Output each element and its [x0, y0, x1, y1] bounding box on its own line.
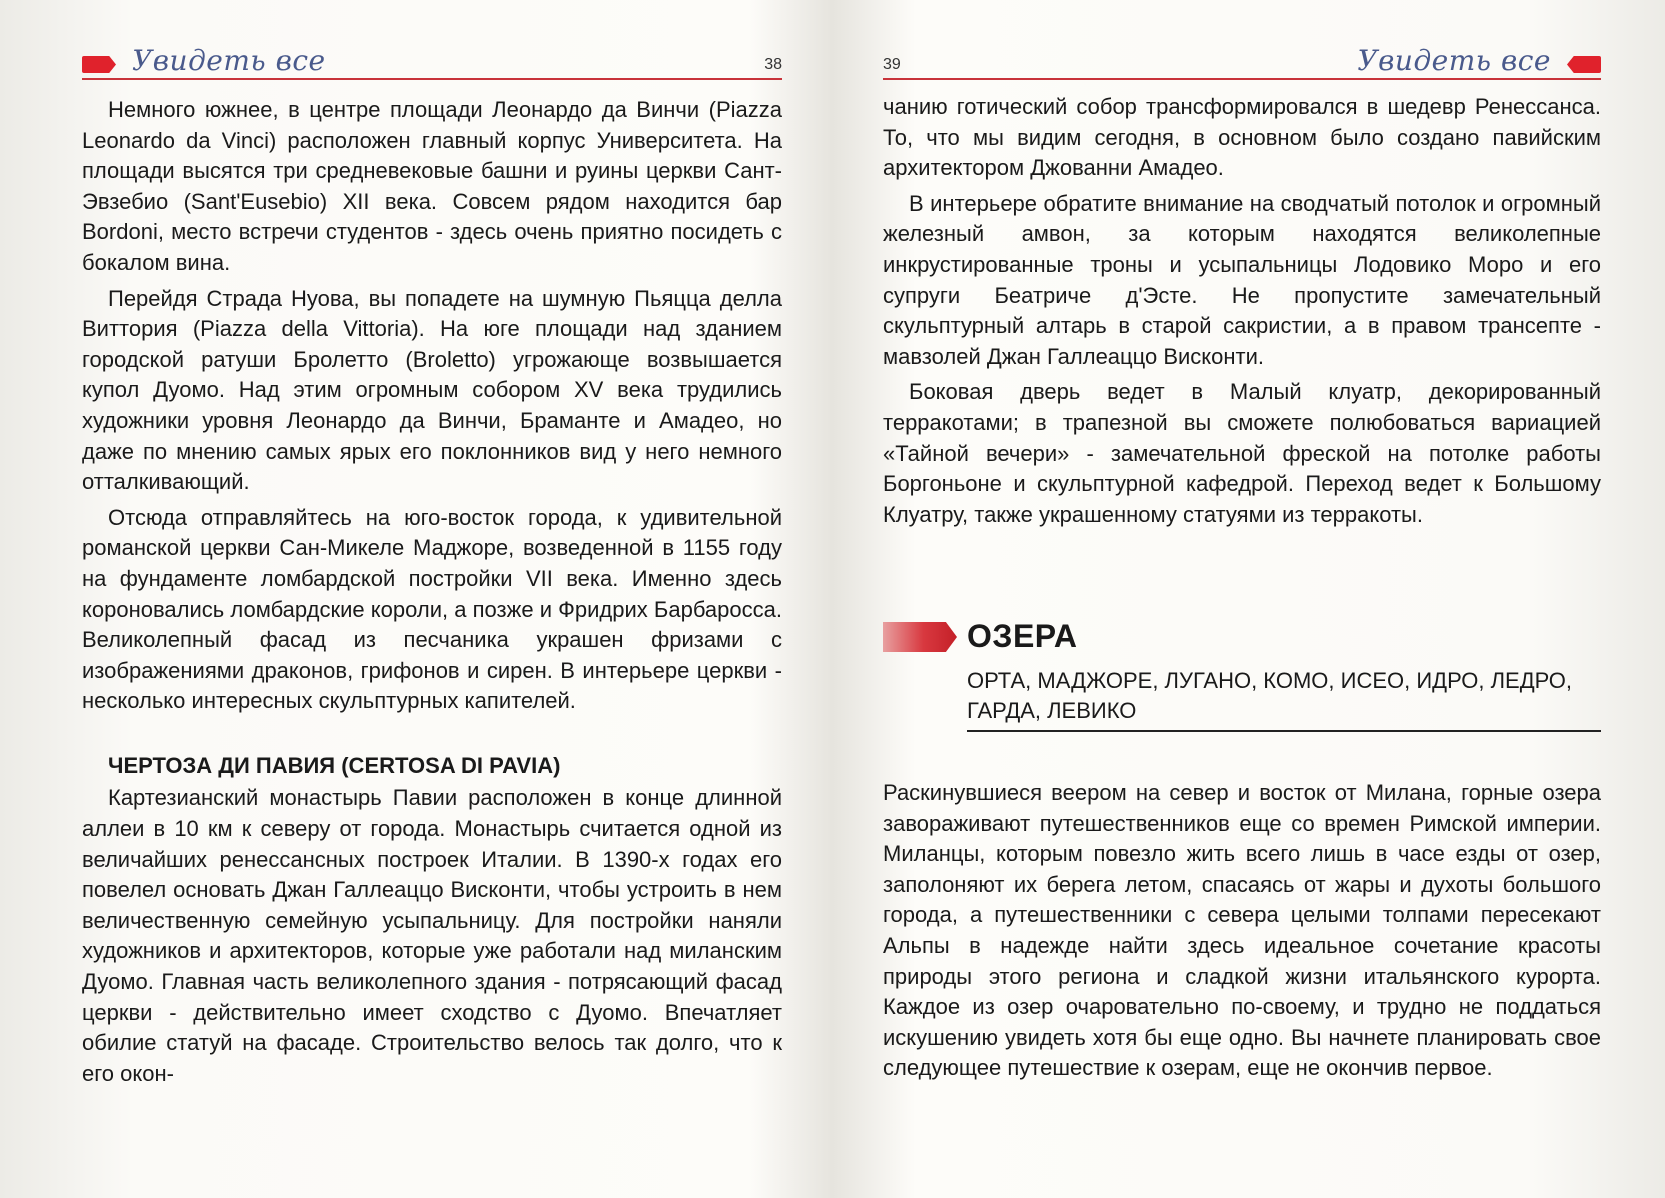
paragraph: Перейдя Страда Нуова, вы попадете на шумную Пьяцца делла Виттория (Piazza della Vittoria). На юге площади над зданием городской ратуши Бролетто (Broletto) угрожающе возвышается купол Дуомо. Над этим огромным собором XV века трудились художники уровня Леонардо да Винчи, Браманте и Амадео, но даже по мнению самых ярых его поклонников вид у него немного отталкивающий. — [82, 285, 782, 495]
lakes-list: ОРТА, МАДЖОРЕ, ЛУГАНО, КОМО, ИСЕО, ИДРО, ЛЕДРО, ГАРДА, ЛЕВИКО — [967, 668, 1573, 723]
page-number: 38 — [764, 56, 782, 73]
paragraph: Немного южнее, в центре площади Леонардо да Винчи (Piazza Leonardo da Vinci) расположен главный корпус Университета. На площади высятся три средневековые башни и руины церкви Сант-Эвзебио (Sant'Eusebio) XII века. Совсем рядом находится бар Bordoni, место встречи студентов - здесь очень приятно посидеть с бокалом вина. — [82, 97, 782, 275]
left-page — [0, 0, 832, 1198]
header-rule — [883, 78, 1601, 80]
section-tab-icon — [883, 622, 957, 652]
paragraph: чанию готический собор трансформировался в шедевр Ренессанса. То, что мы видим сегодня, в основном было создано павийским архитектором Джованни Амадео. — [883, 94, 1601, 181]
running-title: Увидеть все — [132, 44, 326, 77]
paragraph: В интерьере обратите внимание на сводчатый потолок и огромный железный амвон, за которым находятся великолепные инкрустированные троны и усыпальницы Лодовико Моро и его супруги Беатриче д'Эсте. Не пропустите замечательный скульптурный алтарь в старой сакристии, а в правом трансепте - мавзолей Джан Галлеаццо Висконти. — [883, 190, 1601, 369]
section-rule — [967, 730, 1601, 732]
paragraph: Раскинувшиеся веером на север и восток от Милана, горные озера завораживают путешественников еще со времен Римской империи. Миланцы, которым повезло жить всего лишь в часе езды от озер, заполоняют их берега летом, спасаясь от жары и духоты большого города, а путешественники с севера целыми толпами пересекают Альпы в надежде найти здесь идеальное сочетание красоты природы этого региона и сладкой жизни итальянского курорта. Каждое из озер очаровательно по-своему, и трудно не поддаться искушению увидеть хотя бы еще одно. Вы начнете планировать свое следующее путешествие к озерам, еще не окончив первое. — [883, 780, 1601, 1081]
running-title: Увидеть все — [1357, 44, 1551, 77]
left-page-header — [82, 40, 782, 88]
right-page — [833, 0, 1665, 1198]
header-rule — [82, 78, 782, 80]
left-page-body — [82, 95, 782, 1094]
right-page-header — [883, 40, 1601, 88]
lakes-intro — [883, 778, 1601, 1089]
paragraph: Картезианский монастырь Павии расположен в конце длинной аллеи в 10 км к северу от города. Монастырь считается одной из величайших ренессансных построек Италии. В 1390-х годах его повелел основать Джан Галлеаццо Висконти, чтобы устроить в нем величественную семейную усыпальницу. Для постройки наняли художников и архитекторов, которые уже работали над миланским Дуомо. Главная часть великолепного здания - потрясающий фасад церкви - действительно имеет сходство с Дуомо. Впечатляет обилие статуй на фасаде. Строительство велось так долго, что к его окон- — [82, 785, 782, 1086]
subheading: ЧЕРТОЗА ДИ ПАВИЯ (CERTOSA DI PAVIA) — [108, 752, 561, 778]
red-flag-icon — [1567, 56, 1601, 73]
right-page-body — [883, 92, 1601, 535]
paragraph: Отсюда отправляйтесь на юго-восток города, к удивительной романской церкви Сан-Микеле Маджоре, возведенной в 1155 году на фундаменте ломбардской постройки VII века. Именно здесь короновались ломбардские короли, а позже и Фридрих Барбаросса. Великолепный фасад из песчаника украшен фризами с изображениями драконов, грифонов и сирен. В интерьере церкви - несколько интересных скульптурных капителей. — [82, 504, 782, 714]
paragraph: Боковая дверь ведет в Малый клуатр, декорированный терракотами; в трапезной вы сможете полюбоваться вариацией «Тайной вечери» - замечательной фреской на потолке работы Боргоньоне и скульптурной кафедрой. Переход ведет к Большому Клуатру, также украшенному статуями из терракоты. — [883, 379, 1601, 527]
red-flag-icon — [82, 56, 116, 73]
lakes-section-header — [883, 618, 1601, 744]
section-title: ОЗЕРА — [967, 618, 1078, 654]
page-number: 39 — [883, 56, 901, 73]
